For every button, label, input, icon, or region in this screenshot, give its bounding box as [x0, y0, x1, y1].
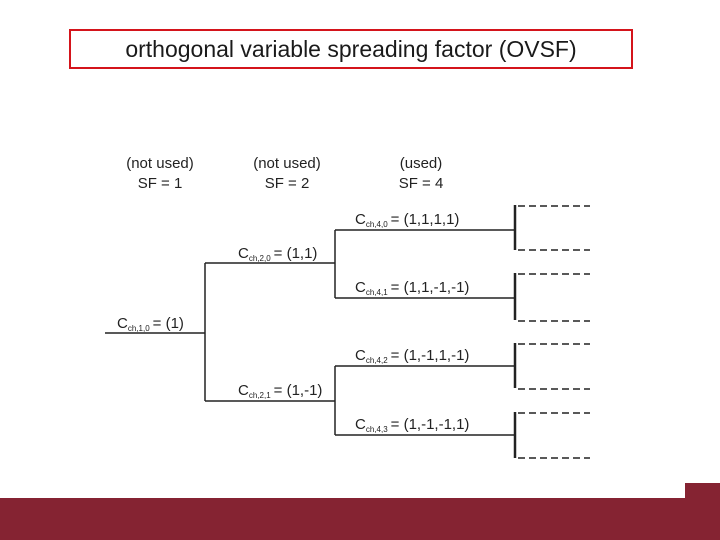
col-header-sf2-status: (not used): [253, 155, 321, 172]
col-header-sf1-status: (not used): [126, 155, 194, 172]
footer-bar: [0, 498, 720, 540]
code-label-sf4-1: Cch,4,1 = (1,1,-1,-1): [355, 279, 470, 297]
code-label-sf4-3: Cch,4,3 = (1,-1,-1,1): [355, 416, 470, 434]
footer-tab-accent: [685, 483, 720, 499]
code-label-sf2-0: Cch,2,0 = (1,1): [238, 245, 318, 263]
code-label-sf2-1: Cch,2,1 = (1,-1): [238, 382, 323, 400]
code-label-sf4-0: Cch,4,0 = (1,1,1,1): [355, 211, 460, 229]
code-label-root: Cch,1,0 = (1): [117, 315, 184, 333]
col-header-sf4-status: (used): [399, 155, 443, 172]
col-header-sf4-value: SF = 4: [398, 175, 444, 192]
continuation-stubs: [515, 205, 590, 458]
col-header-sf1-value: SF = 1: [137, 175, 183, 192]
code-label-sf4-2: Cch,4,2 = (1,-1,1,-1): [355, 347, 470, 365]
col-header-sf2-value: SF = 2: [264, 175, 310, 192]
slide-title: orthogonal variable spreading factor (OVSF): [69, 29, 633, 69]
